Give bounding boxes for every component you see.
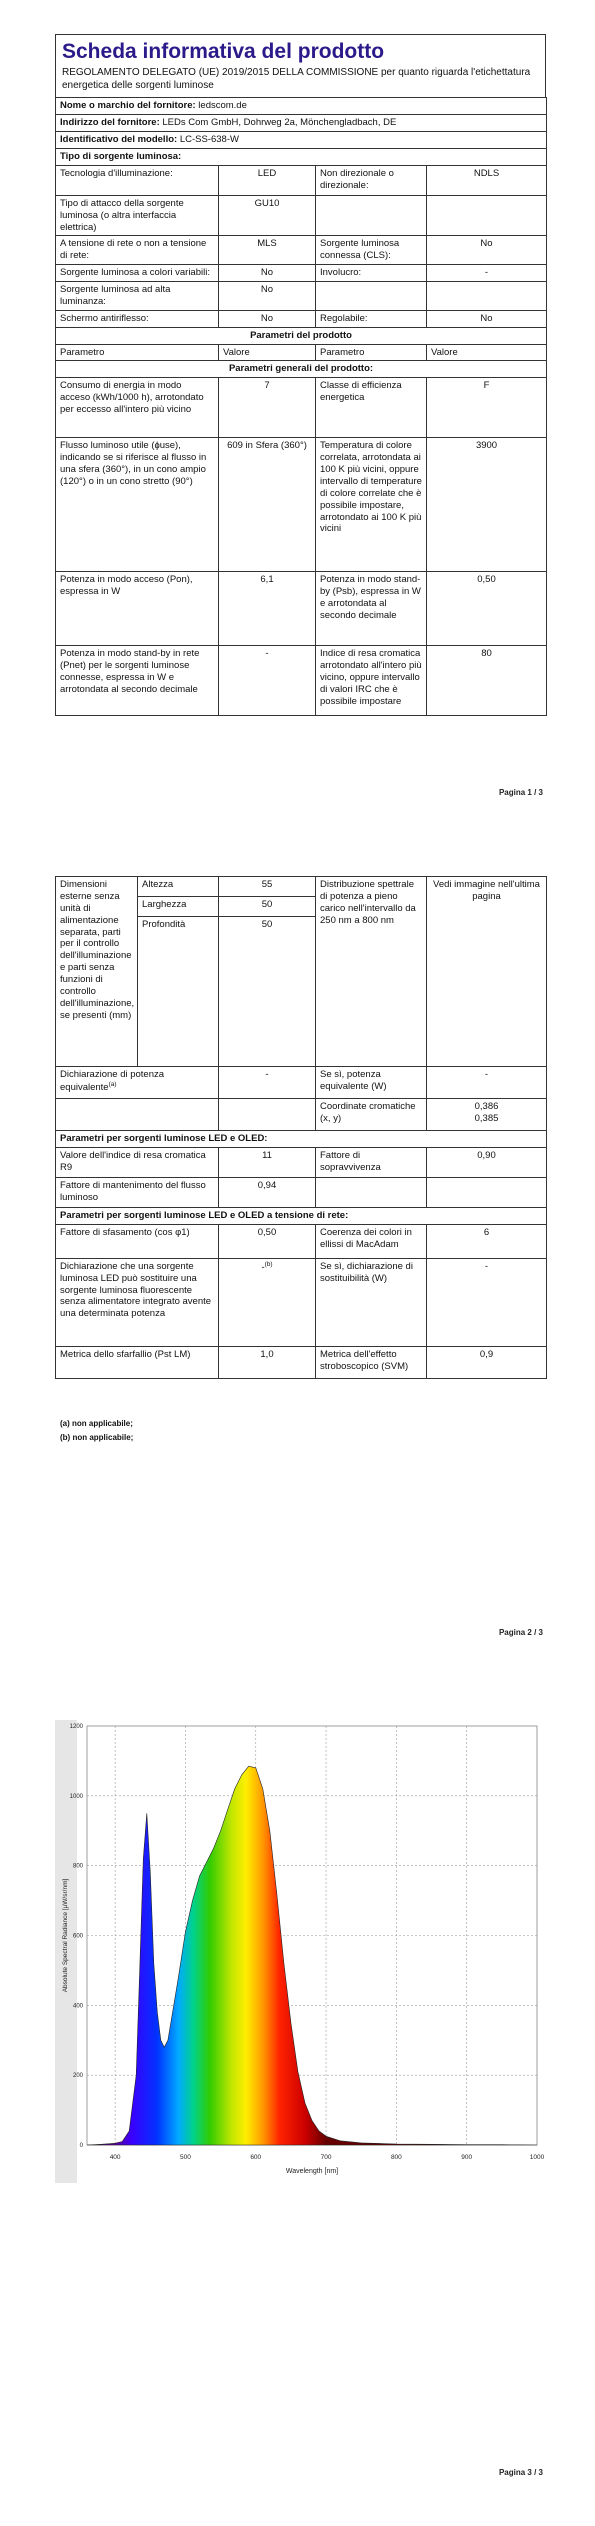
x-tick-label: 600 <box>250 2154 262 2161</box>
model-label: Identificativo del modello: <box>60 134 178 145</box>
spectral-label: Distribuzione spettrale di potenza a pieno carico nell'intervallo da 250 nm a 800 nm <box>316 877 427 1067</box>
spectral-value: Vedi immagine nell'ultima pagina <box>427 877 547 1067</box>
spectrum-chart <box>55 1720 546 2183</box>
cct-value: 3900 <box>427 438 547 572</box>
pnet-value: - <box>219 646 316 716</box>
energy-label: Consumo di energia in modo acceso (kWh/1000 h), arrotondato per eccesso all'intero più vicino <box>56 378 219 438</box>
cct-label: Temperatura di colore correlata, arrotondata ai 100 K più vicini, oppure intervallo di temperature di colore correlate che è possibile impostare, arrotondato ai 100 K più vicini <box>316 438 427 572</box>
pf-label: Fattore di sfasamento (cos φ1) <box>56 1224 219 1258</box>
dimmable-value: No <box>427 310 547 327</box>
psb-value: 0,50 <box>427 572 547 646</box>
dimensions-label: Dimensioni esterne senza unità di alimentazione separata, parti per il controllo dell'illuminazione e parti senza funzioni di controllo dell'illuminazione, se presenti (mm) <box>56 877 138 1067</box>
cap-value: GU10 <box>219 195 316 236</box>
footnote-b: (b) non applicabile; <box>60 1433 134 1442</box>
height-value: 55 <box>219 877 316 897</box>
page-footer-3: Pagina 3 / 3 <box>498 2468 543 2477</box>
antiglare-value: No <box>219 310 316 327</box>
repl-label: Se sì, dichiarazione di sostituibilità (W) <box>316 1258 427 1346</box>
x-axis-label: Wavelength [nm] <box>285 2168 339 2175</box>
maintenance-label: Fattore di mantenimento del flusso luminoso <box>56 1177 219 1207</box>
voltage-value: MLS <box>219 236 316 265</box>
x-tick-label: 900 <box>461 2154 473 2161</box>
y-axis-label: Absolute Spectral Radiance [µW/sr/nm] <box>62 1878 69 1993</box>
flux-value: 609 in Sfera (360°) <box>219 438 316 572</box>
maintenance-value: 0,94 <box>219 1177 316 1207</box>
y-tick-label: 1200 <box>69 1724 83 1730</box>
cls-label: Sorgente luminosa connessa (CLS): <box>316 236 427 265</box>
cls-value: No <box>427 236 547 265</box>
equiv-power-label: Se sì, potenza equivalente (W) <box>316 1067 427 1099</box>
page-1 <box>55 34 546 716</box>
supplier-name-value: ledscom.de <box>198 100 247 112</box>
cri-label: Indice di resa cromatica arrotondato all'intero più vicino, oppure intervallo di valori IRC che è possibile impostare <box>316 646 427 716</box>
x-tick-label: 1000 <box>529 2154 545 2161</box>
col-param-1: Parametro <box>56 344 219 361</box>
x-tick-label: 700 <box>320 2154 332 2161</box>
high-luminance-value: No <box>219 282 316 311</box>
r9-label: Valore dell'indice di resa cromatica R9 <box>56 1147 219 1177</box>
nondir-value: NDLS <box>427 165 547 195</box>
antiglare-label: Schermo antiriflesso: <box>56 310 219 327</box>
model-row <box>56 132 547 149</box>
y-tick-label: 200 <box>72 2073 83 2080</box>
tech-value: LED <box>219 165 316 195</box>
model-value: LC-SS-638-W <box>179 134 239 145</box>
page-2 <box>55 876 546 1379</box>
col-value-1: Valore <box>219 344 316 361</box>
col-value-2: Valore <box>427 344 547 361</box>
width-label: Larghezza <box>138 897 219 917</box>
led-params-heading: Parametri per sorgenti luminose LED e OLED: <box>56 1131 547 1148</box>
width-value: 50 <box>219 897 316 917</box>
colour-value: No <box>219 265 316 282</box>
y-tick-label: 800 <box>72 1863 83 1870</box>
pst-value: 1,0 <box>219 1346 316 1378</box>
macadam-value: 6 <box>427 1224 547 1258</box>
pnet-label: Potenza in modo stand-by in rete (Pnet) per le sorgenti luminose connesse, espressa in W e arrotondata al secondo decimale <box>56 646 219 716</box>
mains-params-heading: Parametri per sorgenti luminose LED e OLED a tensione di rete: <box>56 1207 547 1224</box>
chroma-value: 0,386 0,385 <box>427 1099 547 1131</box>
voltage-label: A tensione di rete o non a tensione di rete: <box>56 236 219 265</box>
pon-label: Potenza in modo acceso (Pon), espressa in W <box>56 572 219 646</box>
psb-label: Potenza in modo stand-by (Psb), espressa in W e arrotondata al secondo decimale <box>316 572 427 646</box>
envelope-value: - <box>427 265 547 282</box>
y-tick-label: 600 <box>72 1933 83 1940</box>
page-title: Scheda informativa del prodotto <box>55 34 546 67</box>
footnotes <box>60 1417 133 1445</box>
cri-value: 80 <box>427 646 547 716</box>
eclass-label: Classe di efficienza energetica <box>316 378 427 438</box>
colour-label: Sorgente luminosa a colori variabili: <box>56 265 219 282</box>
product-info-table-cont <box>55 876 547 1379</box>
x-tick-label: 500 <box>180 2154 191 2161</box>
source-type-heading: Tipo di sorgente luminosa: <box>56 148 547 165</box>
equiv-claim-label: Dichiarazione di potenza equivalente$^{(a)}$ <box>56 1067 219 1099</box>
depth-label: Profondità <box>138 917 219 1067</box>
supplier-name-label: Nome o marchio del fornitore: <box>60 100 196 112</box>
supplier-address-value: LEDs Com GmbH, Dohrweg 2a, Mönchengladbach, DE <box>162 117 397 129</box>
high-luminance-label: Sorgente luminosa ad alta luminanza: <box>56 282 219 311</box>
fluor-value: -$^{(b)}$ <box>219 1258 316 1346</box>
envelope-label: Involucro: <box>316 265 427 282</box>
y-tick-label: 1000 <box>69 1793 83 1800</box>
y-tick-label: 0 <box>79 2143 83 2149</box>
dimmable-label: Regolabile: <box>316 310 427 327</box>
pon-value: 6,1 <box>219 572 316 646</box>
supplier-address-row <box>56 115 547 132</box>
general-params-heading: Parametri generali del prodotto: <box>56 361 547 378</box>
macadam-label: Coerenza dei colori in ellissi di MacAdam <box>316 1224 427 1258</box>
survival-value: 0,90 <box>427 1147 547 1177</box>
nondir-label: Non direzionale o direzionale: <box>316 165 427 195</box>
tech-label: Tecnologia d'illuminazione: <box>56 165 219 195</box>
repl-value: - <box>427 1258 547 1346</box>
survival-label: Fattore di sopravvivenza <box>316 1147 427 1177</box>
footnote-a: (a) non applicabile; <box>60 1419 133 1428</box>
flux-label: Flusso luminoso utile (ɸuse), indicando se si riferisce al flusso in una sfera (360°), in un cono ampio (120°) o in un cono stretto (90°) <box>56 438 219 572</box>
supplier-address-label: Indirizzo del fornitore: <box>60 117 160 129</box>
height-label: Altezza <box>138 877 219 897</box>
x-tick-label: 800 <box>390 2154 402 2161</box>
product-info-table <box>55 97 547 716</box>
equiv-power-value: - <box>427 1067 547 1099</box>
x-tick-label: 400 <box>109 2154 121 2161</box>
regulation-text: REGOLAMENTO DELEGATO (UE) 2019/2015 DELLA COMMISSIONE per quanto riguarda l'etichettatura energetica delle sorgenti luminose <box>55 67 546 97</box>
eclass-value: F <box>427 378 547 438</box>
col-param-2: Parametro <box>316 344 427 361</box>
page-footer-1: Pagina 1 / 3 <box>498 788 543 797</box>
equiv-claim-value: - <box>219 1067 316 1099</box>
cap-label: Tipo di attacco della sorgente luminosa (o altra interfaccia elettrica) <box>56 195 219 236</box>
page-footer-2: Pagina 2 / 3 <box>498 1628 543 1637</box>
pst-label: Metrica dello sfarfallio (Pst LM) <box>56 1346 219 1378</box>
fluor-label: Dichiarazione che una sorgente luminosa LED può sostituire una sorgente luminosa fluorescente senza alimentatore integrato avente una determinata potenza <box>56 1258 219 1346</box>
svm-label: Metrica dell'effetto stroboscopico (SVM) <box>316 1346 427 1378</box>
pf-value: 0,50 <box>219 1224 316 1258</box>
y-tick-label: 400 <box>72 2003 83 2010</box>
r9-value: 11 <box>219 1147 316 1177</box>
energy-value: 7 <box>219 378 316 438</box>
supplier-name-row <box>56 98 547 115</box>
chroma-label: Coordinate cromatiche (x, y) <box>316 1099 427 1131</box>
depth-value: 50 <box>219 917 316 1067</box>
svm-value: 0,9 <box>427 1346 547 1378</box>
product-params-heading: Parametri del prodotto <box>56 327 547 344</box>
